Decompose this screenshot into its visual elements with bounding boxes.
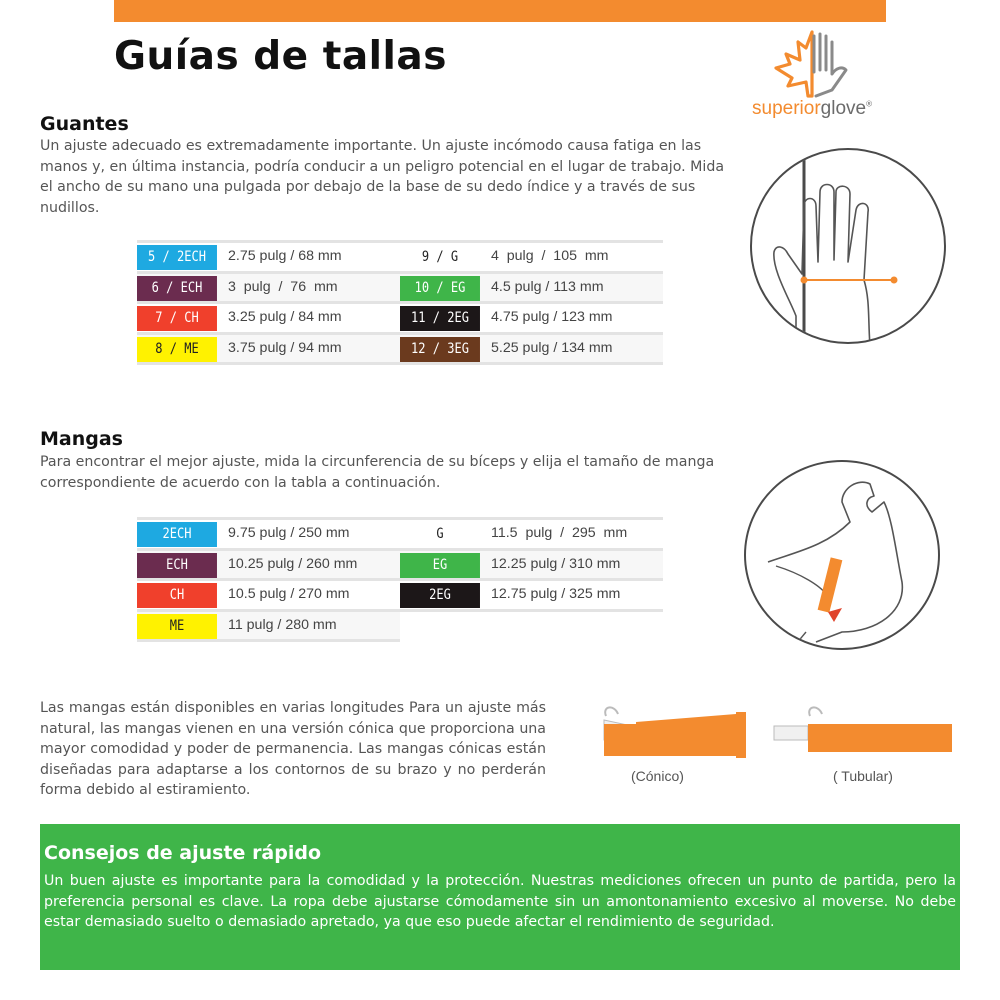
quick-fit-tips-box <box>40 824 960 970</box>
top-accent-bar <box>114 0 886 22</box>
bicep-measure-illustration <box>744 460 940 650</box>
sleeve-size-measure: 11.5 pulg / 295 mm <box>491 525 628 541</box>
glove-table-rule <box>137 362 400 365</box>
glove-size-label: 12 / 3EG <box>400 337 480 362</box>
glove-size-label: 7 / CH <box>137 306 217 331</box>
sleeve-size-measure: 11 pulg / 280 mm <box>228 616 337 633</box>
sleeve-size-row <box>137 548 400 578</box>
glove-size-label: 5 / 2ECH <box>137 245 217 270</box>
glove-size-label: 6 / ECH <box>137 276 217 301</box>
sleeve-table-rule <box>137 639 400 642</box>
sleeve-table-rule <box>400 609 663 612</box>
sleeve-size-row <box>137 609 400 639</box>
sleeve-size-measure: 9.75 pulg / 250 mm <box>228 525 350 541</box>
glove-size-measure: 4.75 pulg / 123 mm <box>491 309 613 325</box>
glove-size-row <box>400 301 663 331</box>
sleeves-description: Para encontrar el mejor ajuste, mida la circunferencia de su bíceps y elija el tamaño de manga correspondiente de acuerdo con la tabla a continuación. <box>40 454 715 491</box>
brand-logo <box>736 26 888 126</box>
glove-size-measure: 2.75 pulg / 68 mm <box>228 248 342 264</box>
sleeve-size-label: G <box>400 522 480 547</box>
tubular-caption: ( Tubular) <box>833 768 893 784</box>
glove-size-row <box>400 240 663 270</box>
sleeve-size-measure: 10.25 pulg / 260 mm <box>228 555 358 572</box>
sleeve-size-row <box>400 548 663 578</box>
sleeve-size-row <box>400 517 663 547</box>
glove-size-label: 11 / 2EG <box>400 306 480 331</box>
glove-size-measure: 4 pulg / 105 mm <box>491 248 609 264</box>
gloves-heading: Guantes <box>40 113 129 135</box>
glove-size-row <box>137 332 400 362</box>
conic-sleeve-icon <box>574 704 754 760</box>
gloves-description: Un ajuste adecuado es extremadamente importante. Un ajuste incómodo causa fatiga en las manos y, en última instancia, podría conducir a un peligro potencial en el lugar de trabajo. Mida el ancho de su mano una pulgada por debajo de la base de su dedo índice y a través de sus nudillos. <box>40 138 725 216</box>
glove-size-label: 10 / EG <box>400 276 480 301</box>
sleeve-size-measure: 10.5 pulg / 270 mm <box>228 586 350 602</box>
glove-size-label: 8 / ME <box>137 337 217 362</box>
glove-size-row <box>400 332 663 362</box>
glove-size-row <box>400 271 663 301</box>
sleeve-size-measure: 12.25 pulg / 310 mm <box>491 555 621 572</box>
maple-leaf-hand-icon <box>736 26 888 98</box>
glove-size-label: 9 / G <box>400 245 480 270</box>
sleeve-size-measure: 12.75 pulg / 325 mm <box>491 586 621 602</box>
sleeves-size-table <box>137 517 663 645</box>
sleeve-size-label: ECH <box>137 553 217 578</box>
sleeve-size-label: ME <box>137 614 217 639</box>
glove-size-measure: 3 pulg / 76 mm <box>228 278 338 295</box>
brand-wordmark: superiorglove® <box>752 98 872 119</box>
page-title: Guías de tallas <box>114 34 447 79</box>
sleeve-lengths-text: Las mangas están disponibles en varias longitudes Para un ajuste más natural, las mangas vienen en una versión cónica que proporciona una mayor comodidad y poder de permanencia. Las mangas cónicas están diseñadas para adaptarse a los contornos de su brazo y no perderán forma debido al estiramiento. <box>40 700 546 798</box>
glove-size-row <box>137 301 400 331</box>
hand-measure-illustration <box>750 148 946 344</box>
glove-table-rule <box>400 362 663 365</box>
sleeve-size-label: 2ECH <box>137 522 217 547</box>
tips-text: Un buen ajuste es importante para la comodidad y la protección. Nuestras mediciones ofrecen un punto de partida, pero la preferencia personal es clave. La ropa debe ajustarse cómodamente sin un amontonamiento excesivo al moverse. No debe estar demasiado suelto o demasiado apretado, ya que eso puede afectar el rendimiento de seguridad. <box>44 873 956 930</box>
sleeve-size-label: CH <box>137 583 217 608</box>
glove-size-row <box>137 240 400 270</box>
glove-size-measure: 4.5 pulg / 113 mm <box>491 278 604 295</box>
sleeves-heading: Mangas <box>40 428 123 450</box>
gloves-size-table <box>137 240 663 368</box>
glove-size-row <box>137 271 400 301</box>
glove-size-measure: 3.25 pulg / 84 mm <box>228 309 342 325</box>
sleeve-size-label: EG <box>400 553 480 578</box>
sleeve-size-label: 2EG <box>400 583 480 608</box>
sleeve-size-row <box>137 578 400 608</box>
conic-caption: (Cónico) <box>631 768 684 784</box>
tubular-sleeve-icon <box>772 704 954 760</box>
glove-size-measure: 5.25 pulg / 134 mm <box>491 339 613 356</box>
tips-heading: Consejos de ajuste rápido <box>44 842 322 864</box>
sleeve-size-row <box>400 578 663 608</box>
sleeve-size-row <box>137 517 400 547</box>
glove-size-measure: 3.75 pulg / 94 mm <box>228 339 342 356</box>
